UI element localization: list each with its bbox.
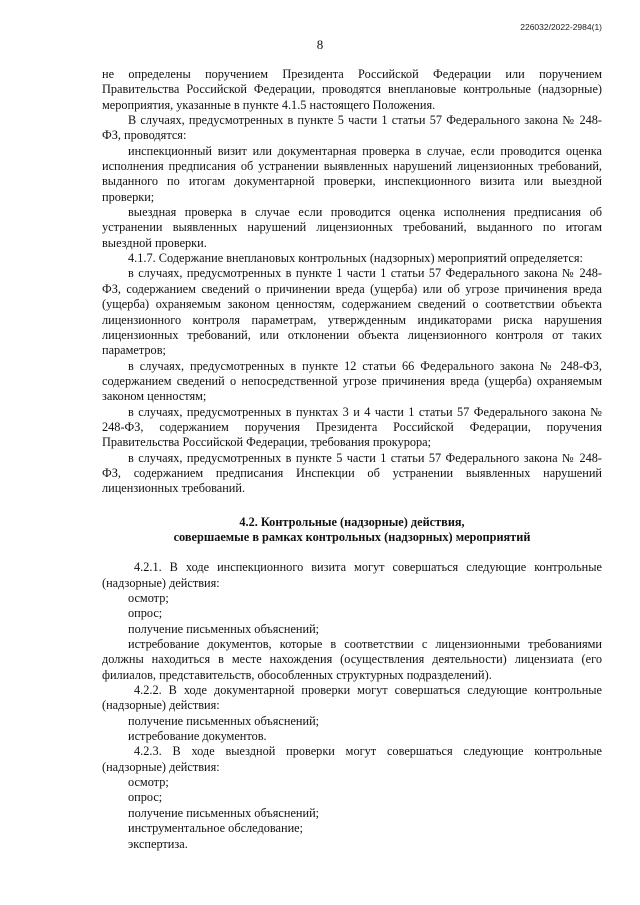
list-item: инструментальное обследование; <box>128 821 304 836</box>
paragraph: 4.2.3. В ходе выездной проверки могут совершаться следующие контрольные (надзорные) действия: <box>102 744 602 774</box>
paragraph: в случаях, предусмотренных в пункте 12 статьи 66 Федерального закона № 248-ФЗ, содержанием сведений о непосредственной угрозе причинения вреда (ущерба) охраняемым законом ценностям; <box>102 358 602 404</box>
list-item: опрос; <box>128 606 163 621</box>
paragraph: 4.1.7. Содержание внеплановых контрольных (надзорных) мероприятий определяется: <box>128 251 583 266</box>
list-item: получение письменных объяснений; <box>128 713 320 728</box>
paragraph: в случаях, предусмотренных в пункте 5 части 1 статьи 57 Федерального закона № 248-ФЗ, содержанием предписания Инспекции об устранении выявленных нарушений лицензионных требований. <box>102 450 602 496</box>
section-heading: 4.2. Контрольные (надзорные) действия, <box>239 514 465 529</box>
section-heading: совершаемые в рамках контрольных (надзорных) мероприятий <box>173 529 531 544</box>
document-body <box>102 67 602 852</box>
list-item: осмотр; <box>128 591 169 605</box>
paragraph: истребование документов, которые в соответствии с лицензионными требованиями должны находиться в месте нахождения (осуществления деятельности) лицензиата (его филиалов, представительств, обособленных структурных подразделений). <box>102 637 602 682</box>
list-item: истребование документов. <box>128 729 267 744</box>
paragraph: не определены поручением Президента Российской Федерации или поручением Правительства Российской Федерации, проводятся внеплановые контрольные (надзорные) мероприятия, указанные в пункте 4.1.5 настоящего Положения. <box>102 67 602 112</box>
paragraph: В случаях, предусмотренных в пункте 5 части 1 статьи 57 Федерального закона № 248-ФЗ, проводятся: <box>102 113 602 143</box>
paragraph: в случаях, предусмотренных в пункте 1 части 1 статьи 57 Федерального закона № 248-ФЗ, содержанием сведений о причинении вреда (ущерба) или об угрозе причинения вреда (ущерба) охраняемым законом ценностям, содержанием сведений о соответствии объекта лицензионного контроля параметрам, утвержденным индикаторами риска нарушения лицензионных требований, или отклонении объекта лицензионного контроля от таких параметров; <box>102 266 602 358</box>
list-item: опрос; <box>128 790 163 805</box>
list-item: экспертиза. <box>128 836 188 851</box>
paragraph: инспекционный визит или документарная проверка в случае, если проводится оценка исполнения предписания об устранении выявленных нарушений лицензионных требований, выданного по итогам документарной проверки, инспекционного визита или выездной проверки; <box>102 143 602 204</box>
list-item: получение письменных объяснений; <box>128 621 320 636</box>
paragraph: 4.2.2. В ходе документарной проверки могут совершаться следующие контрольные (надзорные) действия: <box>102 683 602 713</box>
paragraph: 4.2.1. В ходе инспекционного визита могут совершаться следующие контрольные (надзорные) действия: <box>102 560 602 590</box>
document-id: 226032/2022-2984(1) <box>520 22 602 32</box>
list-item: осмотр; <box>128 775 169 790</box>
paragraph: в случаях, предусмотренных в пунктах 3 и 4 части 1 статьи 57 Федерального закона № 248-ФЗ, содержанием поручения Президента Российской Федерации, поручения Правительства Российской Федерации, требования прокурора; <box>102 404 602 450</box>
list-item: получение письменных объяснений; <box>128 805 320 820</box>
paragraph: выездная проверка в случае если проводится оценка исполнения предписания об устранении выявленных нарушений лицензионных требований, выданного по итогам выездной проверки. <box>102 205 602 250</box>
page-number: 8 <box>316 37 324 52</box>
